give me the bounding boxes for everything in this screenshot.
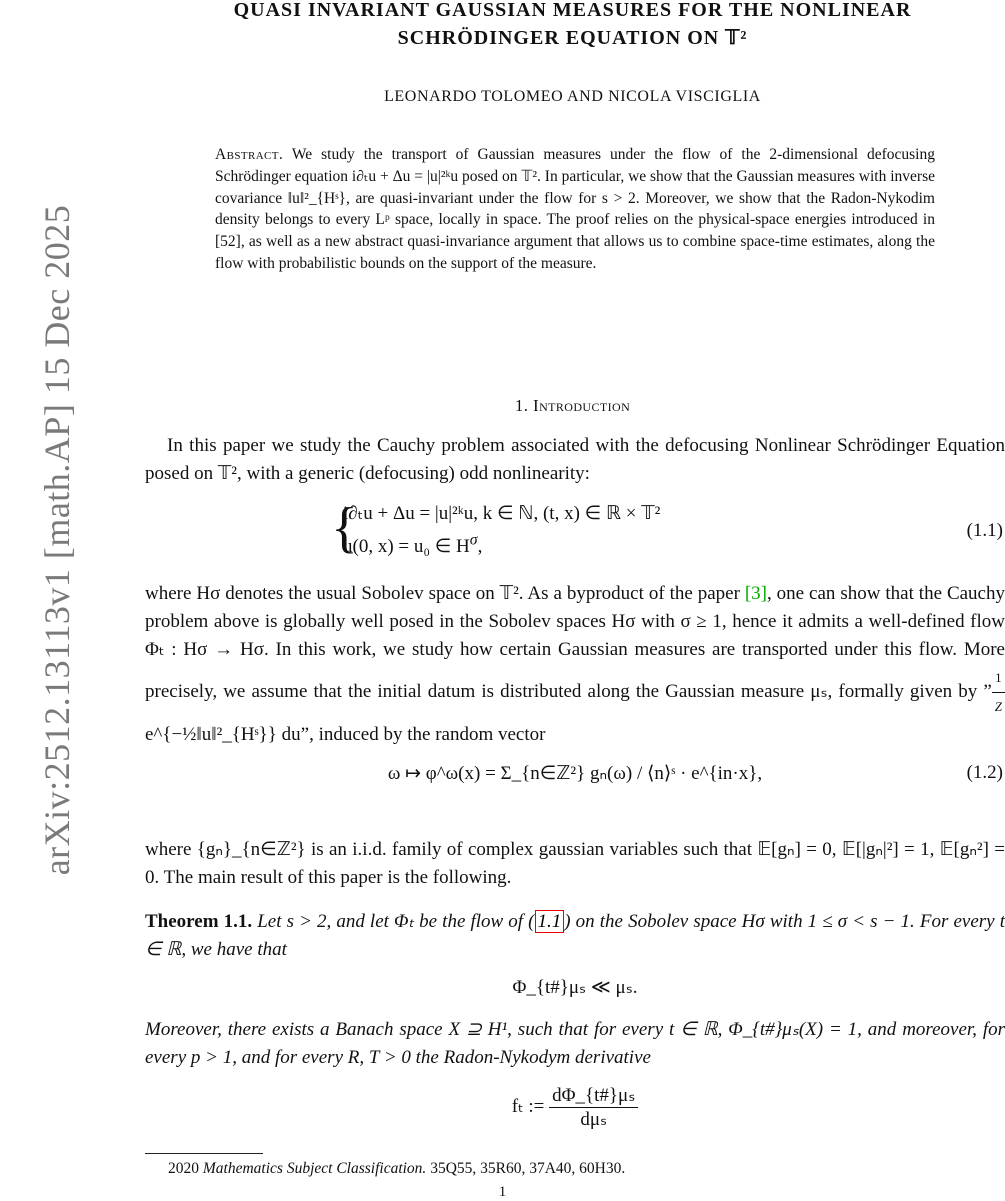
- section-heading: [140, 396, 1005, 416]
- abstract-label: Abstract.: [215, 146, 284, 163]
- theorem-display-1: Φ_{t#}μₛ ≪ μₛ.: [512, 977, 638, 998]
- footnote-codes: 35Q55, 35R60, 37A40, 60H30.: [430, 1160, 626, 1177]
- authors: LEONARDO TOLOMEO AND NICOLA VISCIGLIA: [384, 88, 761, 105]
- arxiv-identifier: arXiv:2512.13113v1 [math.AP] 15 Dec 2025: [37, 204, 77, 876]
- rn-derivative-lhs: fₜ :=: [511, 1095, 545, 1117]
- equation-number-1-1: (1.1): [966, 520, 1003, 541]
- equation-1-2-body: ω ↦ φ^ω(x) = Σ_{n∈ℤ²} gₙ(ω) / ⟨n⟩ˢ · e^{in·x},: [387, 763, 763, 784]
- intro-paragraph-3: where {gₙ}_{n∈ℤ²} is an i.i.d. family of complex gaussian variables such that 𝔼[gₙ] = 0, 𝔼[|gₙ|²] = 1, 𝔼[gₙ²] = 0. The main result of this paper is the following.: [145, 839, 1005, 888]
- p2-text-b: , one can show that the Cauchy problem above is globally well posed in the Sobolev spaces Hσ with σ ≥ 1, hence it admits a well-defined flow Φₜ : Hσ → Hσ. In this work, we study how certain Gaussian measures are transported under this flow. More precisely, we assume that the initial datum is distributed along the Gaussian measure μₛ, formally given by ”: [145, 583, 1005, 702]
- abstract-text: We study the transport of Gaussian measures under the flow of the 2-dimensional defocusing Schrödinger equation i∂ₜu + Δu = |u|²ᵏu posed on 𝕋². In particular, we show that the Gaussian measures with inverse covariance ‖u‖²_{Hˢ}, are quasi-invariant under the flow for s > 2. Moreover, we show that the Radon-Nykodim density belongs to every Lᵖ space, locally in space. The proof relies on the physical-space energies introduced in [52], as well as a new abstract quasi-invariance argument that allows us to combine space-time estimates, along the flow with probabilistic bounds on the support of the measure.: [215, 146, 935, 272]
- theorem-text-b: ) on the Sobolev space Hσ with 1 ≤ σ < s − 1. For every t ∈ ℝ, we have that: [145, 911, 1005, 960]
- citation-link-3[interactable]: [3]: [744, 583, 767, 604]
- theorem-text-a: Let s > 2, and let Φₜ be the flow of (: [257, 911, 535, 932]
- footnote-year: 2020: [168, 1160, 199, 1177]
- footnote: [168, 1160, 625, 1178]
- theorem-continuation: Moreover, there exists a Banach space X ⊇ H¹, such that for every t ∈ ℝ, Φ_{t#}μₛ(X) = 1, and moreover, for every p > 1, and for every R, T > 0 the Radon-Nykodym derivative: [145, 1019, 1005, 1068]
- intro-paragraph-1: In this paper we study the Cauchy problem associated with the defocusing Nonlinear Schrödinger Equation posed on 𝕋², with a generic (defocusing) odd nonlinearity:: [145, 435, 1005, 484]
- equation-1-2: [145, 762, 1005, 802]
- rn-numerator: dΦ_{t#}μₛ: [549, 1084, 638, 1108]
- page-number: 1: [498, 1184, 507, 1200]
- title-line-2: SCHRÖDINGER EQUATION ON 𝕋²: [397, 27, 748, 49]
- p2-text-a: where Hσ denotes the usual Sobolev space on 𝕋². As a byproduct of the paper: [145, 583, 745, 604]
- equation-1-1-line-1: i∂ₜu + Δu = |u|²ᵏu, k ∈ ℕ, (t, x) ∈ ℝ × 𝕋²: [343, 503, 661, 524]
- equation-1-1-line-2: u(0, x) = u₀ ∈ $H^\sigma$,: [343, 532, 483, 558]
- section-heading-text: 1. Introduction: [514, 396, 631, 415]
- rn-denominator: dμₛ: [580, 1109, 608, 1130]
- theorem-label: Theorem 1.1.: [145, 911, 253, 932]
- title-line-1: QUASI INVARIANT GAUSSIAN MEASURES FOR THE NONLINEAR: [233, 0, 912, 21]
- theorem-display-2: [145, 1084, 1005, 1131]
- arxiv-sidebar: [0, 160, 77, 920]
- theorem-1-1: [145, 908, 1005, 964]
- equation-brace: {: [331, 497, 358, 559]
- rn-derivative-fraction: [549, 1084, 638, 1131]
- footnote-rule: [145, 1153, 263, 1154]
- p2-text-c: e^{−½‖u‖²_{Hˢ}} du”, induced by the random vector: [145, 724, 546, 745]
- equation-ref-link[interactable]: 1.1: [535, 910, 565, 933]
- equation-1-1: [145, 497, 1005, 566]
- equation-number-1-2: (1.2): [966, 762, 1003, 783]
- footnote-label: Mathematics Subject Classification.: [202, 1160, 427, 1177]
- normalizer-fraction: $\frac{1}{Z}$: [992, 664, 1005, 721]
- paper-title: [140, 0, 1005, 52]
- intro-paragraph-2: [145, 580, 1005, 749]
- abstract: [215, 144, 935, 275]
